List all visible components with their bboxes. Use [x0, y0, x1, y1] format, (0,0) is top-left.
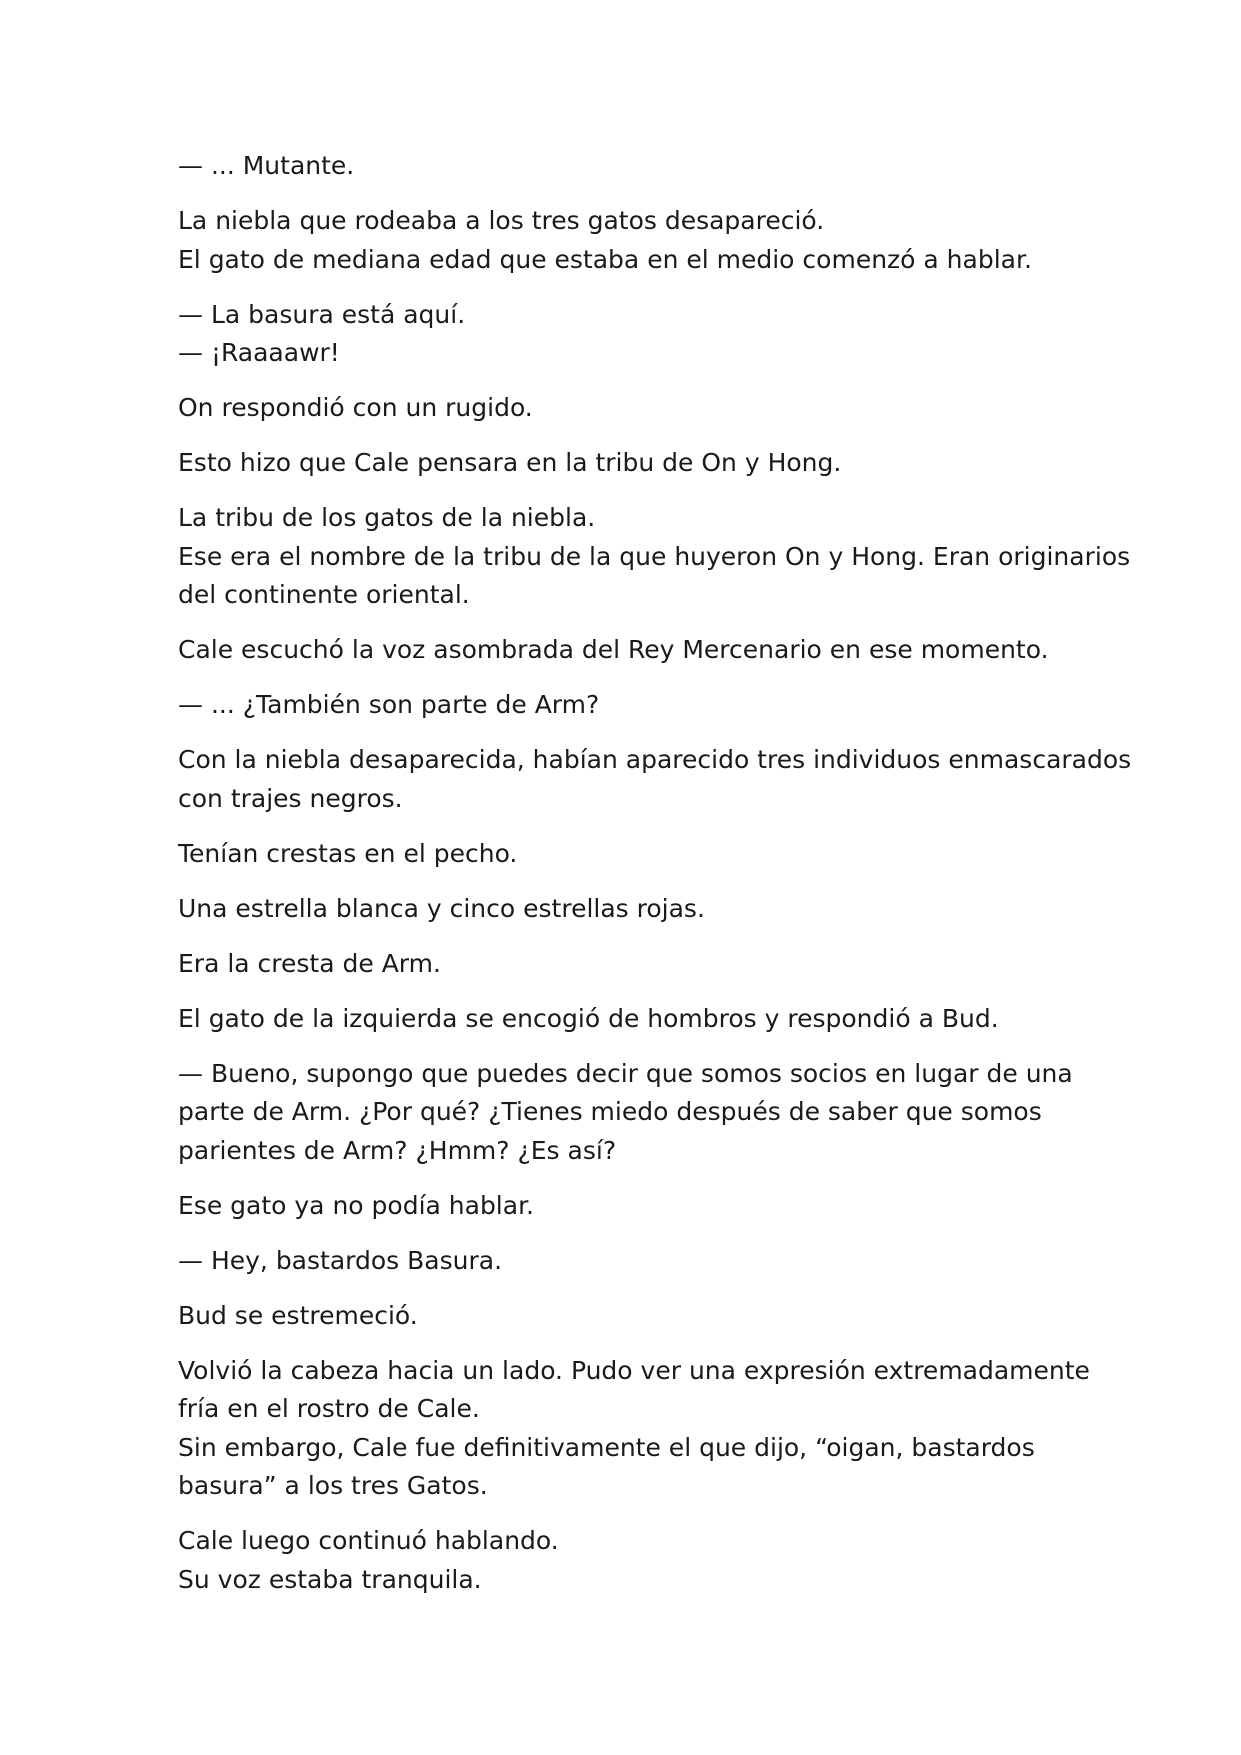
text-line: Sin embargo, Cale fue definitivamente el que dijo, “oigan, bastardos — [178, 1432, 1035, 1462]
text-line: La niebla que rodeaba a los tres gatos desapareció. — [178, 206, 825, 235]
paragraph — [178, 1187, 1078, 1226]
text-line: Ese gato ya no podía hablar. — [178, 1190, 535, 1220]
text-line: Bud se estremeció. — [178, 1300, 418, 1330]
paragraph — [178, 686, 1078, 725]
text-line: Una estrella blanca y cinco estrellas rojas. — [178, 893, 705, 923]
text-line: Esto hizo que Cale pensara en la tribu de On y Hong. — [178, 448, 842, 477]
paragraph — [178, 835, 1078, 874]
text-line: fría en el rostro de Cale. — [178, 1394, 480, 1423]
text-line: La tribu de los gatos de la niebla. — [178, 503, 596, 532]
text-line: Volvió la cabeza hacia un lado. Pudo ver una expresión extremadamente — [178, 1355, 1090, 1385]
paragraph — [178, 741, 1132, 818]
text-line: — ... ¿También son parte de Arm? — [178, 690, 600, 719]
text-line: — ... Mutante. — [178, 151, 355, 180]
paragraph — [178, 1055, 1078, 1171]
paragraph — [178, 1242, 1078, 1281]
text-line: Era la cresta de Arm. — [178, 948, 441, 978]
paragraph — [178, 1297, 1078, 1336]
paragraph — [178, 389, 1078, 428]
paragraph — [178, 1352, 1090, 1506]
paragraph — [178, 631, 1078, 670]
paragraph — [178, 1522, 1078, 1599]
text-line: con trajes negros. — [178, 783, 403, 813]
paragraph — [178, 1000, 1078, 1039]
text-line: Con la niebla desaparecida, habían aparecido tres individuos enmascarados — [178, 745, 1132, 774]
paragraph — [178, 444, 1078, 483]
paragraph — [178, 202, 1078, 279]
text-line: — La basura está aquí. — [178, 299, 466, 329]
text-line: Tenían crestas en el pecho. — [178, 838, 518, 868]
text-line: Cale escuchó la voz asombrada del Rey Mercenario en ese momento. — [178, 635, 1049, 664]
text-line: del continente oriental. — [178, 580, 470, 609]
text-line: — Bueno, supongo que puedes decir que somos socios en lugar de una — [178, 1058, 1073, 1088]
paragraph — [178, 296, 1078, 373]
paragraph — [178, 147, 1078, 186]
text-line: parte de Arm. ¿Por qué? ¿Tienes miedo después de saber que somos — [178, 1097, 1042, 1126]
text-line: — Hey, bastardos Basura. — [178, 1245, 503, 1275]
paragraph — [178, 890, 1078, 929]
paragraph — [178, 945, 1078, 984]
text-line: On respondió con un rugido. — [178, 393, 533, 422]
text-line: parientes de Arm? ¿Hmm? ¿Es así? — [178, 1135, 617, 1165]
text-line: Ese era el nombre de la tribu de la que huyeron On y Hong. Eran originarios — [178, 541, 1131, 571]
text-line: Su voz estaba tranquila. — [178, 1564, 482, 1594]
paragraph — [178, 499, 1131, 615]
text-line: El gato de la izquierda se encogió de hombros y respondió a Bud. — [178, 1003, 999, 1033]
text-line: — ¡Raaaawr! — [178, 338, 340, 367]
text-line: basura” a los tres Gatos. — [178, 1471, 488, 1500]
text-line: Cale luego continuó hablando. — [178, 1526, 559, 1555]
document-body — [178, 147, 1132, 1616]
text-line: El gato de mediana edad que estaba en el medio comenzó a hablar. — [178, 244, 1032, 274]
